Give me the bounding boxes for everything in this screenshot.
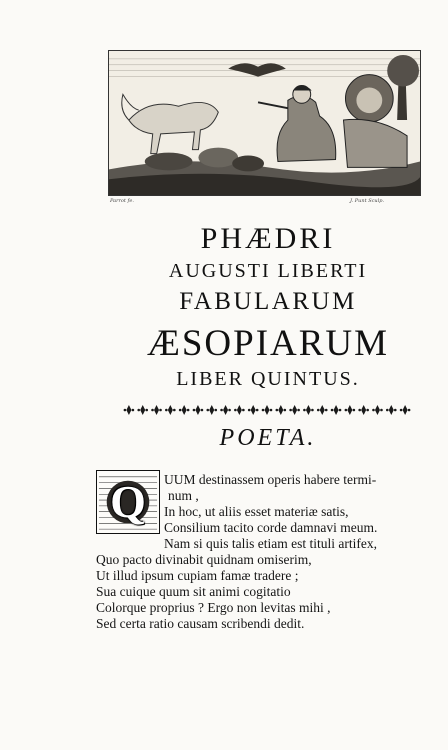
fleuron-icon <box>331 405 342 415</box>
verse-line: Sed certa ratio causam scribendi dedit. <box>96 616 305 631</box>
fleuron-icon <box>206 405 217 415</box>
engraver-credit-right: J. Punt Sculp. <box>350 198 385 204</box>
fleuron-icon <box>276 405 287 415</box>
dropcap-letter: Q <box>110 476 146 527</box>
fleuron-icon <box>248 405 259 415</box>
fleuron-icon <box>262 405 273 415</box>
section-heading: POETA. <box>219 425 317 451</box>
fleuron-icon <box>372 405 383 415</box>
verse-line: Nam si quis talis etiam est tituli artifex, <box>164 536 377 551</box>
book-subtitle: LIBER QUINTUS. <box>176 368 360 390</box>
engraving-illustration <box>108 50 421 196</box>
fleuron-icon <box>137 405 148 415</box>
verse-line: UUM destinassem operis habere termi- <box>164 472 377 487</box>
verse-line: In hoc, ut aliis esset materiæ satis, <box>164 504 349 519</box>
title-author: PHÆDRI <box>200 222 336 255</box>
fleuron-icon <box>303 405 314 415</box>
verse-line: num , <box>168 488 199 503</box>
verse-line: Quo pacto divinabit quidnam omiserim, <box>96 552 312 567</box>
dropcap-initial <box>96 470 160 534</box>
engraver-credit-left: Parrot fe. <box>110 198 134 204</box>
fleuron-icon <box>317 405 328 415</box>
fleuron-icon <box>179 405 190 415</box>
fleuron-icon <box>220 405 231 415</box>
fleuron-icon <box>386 405 397 415</box>
fleuron-icon <box>193 405 204 415</box>
fleuron-icon <box>124 405 135 415</box>
verse-line: Ut illud ipsum cupiam famæ tradere ; <box>96 568 299 583</box>
fleuron-icon <box>345 405 356 415</box>
fleuron-icon <box>358 405 369 415</box>
fleuron-icon <box>165 405 176 415</box>
ornament-divider <box>122 402 412 416</box>
title-line-3: FABULARUM <box>179 288 357 315</box>
fleuron-icon <box>400 405 411 415</box>
verse-line: Colorque proprius ? Ergo non levitas mihi , <box>96 600 331 615</box>
verse-line: Sua cuique quum sit animi cogitatio <box>96 584 291 599</box>
fleuron-icon <box>234 405 245 415</box>
title-line-4: ÆSOPIARUM <box>146 323 390 364</box>
verse-line: Consilium tacito corde damnavi meum. <box>164 520 378 535</box>
fleuron-icon <box>289 405 300 415</box>
fleuron-icon <box>151 405 162 415</box>
title-line-2: AUGUSTI LIBERTI <box>168 260 368 282</box>
